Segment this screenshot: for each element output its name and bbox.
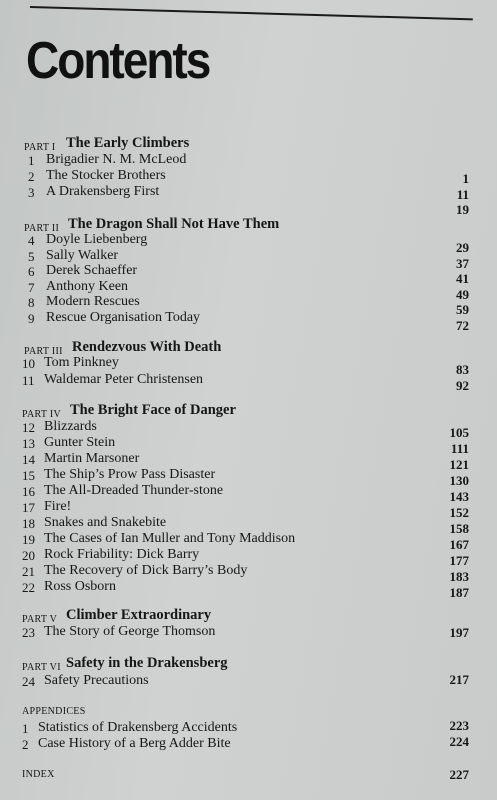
page-number: 92 (456, 378, 469, 393)
chapter-title: The Recovery of Dick Barry’s Body (44, 563, 248, 578)
chapter-title: Sally Walker (46, 248, 119, 263)
part-title: The Dragon Shall Not Have Them (68, 216, 280, 232)
page-number: 29 (456, 240, 469, 255)
chapter-number: 13 (22, 436, 35, 451)
chapter-title: The Ship’s Prow Pass Disaster (44, 467, 216, 482)
page-title: Contents (26, 31, 210, 90)
chapter-number: 6 (28, 264, 35, 279)
page-number: 183 (449, 569, 469, 584)
page-number: 143 (449, 489, 469, 504)
part-label: PART I (24, 142, 56, 153)
chapter-title: The Cases of Ian Muller and Tony Maddison (44, 531, 296, 546)
chapter-title: Fire! (44, 499, 72, 514)
part-title: Climber Extraordinary (66, 607, 212, 623)
page-number: 49 (456, 287, 469, 302)
chapter-title: Waldemar Peter Christensen (44, 372, 204, 387)
chapter-number: 1 (28, 153, 35, 168)
chapter-title: Rock Friability: Dick Barry (44, 547, 200, 562)
page-number: 121 (449, 457, 469, 472)
chapter-number: 12 (22, 420, 35, 435)
page-number: 59 (456, 302, 469, 317)
top-rule (30, 6, 473, 20)
part-title: The Early Climbers (66, 135, 190, 151)
appendix-number: 1 (22, 721, 29, 736)
page-number: 130 (449, 473, 469, 488)
part-label: PART VI (22, 662, 61, 673)
page-number: 217 (449, 672, 469, 687)
chapter-title: A Drakensberg First (46, 184, 160, 199)
chapter-number: 20 (22, 548, 35, 563)
chapter-title: Brigadier N. M. McLeod (46, 152, 187, 167)
chapter-number: 8 (28, 295, 35, 310)
chapter-number: 15 (22, 468, 35, 483)
page-number: 197 (449, 625, 469, 640)
chapter-title: Rescue Organisation Today (46, 310, 201, 325)
chapter-number: 4 (28, 233, 35, 248)
chapter-title: The Story of George Thomson (44, 624, 216, 639)
page-number: 167 (449, 537, 469, 552)
part-label: PART V (22, 614, 58, 625)
chapter-title: Modern Rescues (46, 294, 140, 309)
page-number: 72 (456, 318, 469, 333)
appendix-title: Case History of a Berg Adder Bite (38, 736, 231, 751)
chapter-number: 7 (28, 280, 35, 295)
page-number: 19 (456, 202, 469, 217)
chapter-number: 24 (22, 674, 35, 689)
chapter-number: 21 (22, 564, 35, 579)
chapter-title: Doyle Liebenberg (46, 232, 148, 247)
chapter-title: Gunter Stein (44, 435, 116, 450)
part-title: Safety in the Drakensberg (66, 655, 228, 671)
page-number: 41 (456, 271, 469, 286)
page-number: 223 (449, 718, 469, 733)
chapter-title: Derek Schaeffer (46, 263, 138, 278)
part-label: PART II (24, 223, 60, 234)
chapter-title: The All-Dreaded Thunder-stone (44, 483, 224, 498)
chapter-number: 11 (22, 373, 35, 388)
chapter-number: 2 (28, 169, 35, 184)
chapter-number: 9 (28, 311, 35, 326)
chapter-title: Ross Osborn (44, 579, 116, 594)
chapter-title: Snakes and Snakebite (44, 515, 167, 530)
chapter-number: 5 (28, 249, 35, 264)
appendix-title: Statistics of Drakensberg Accidents (38, 720, 238, 735)
chapter-title: Tom Pinkney (44, 355, 119, 370)
chapter-title: Martin Marsoner (44, 451, 140, 466)
page-number: 152 (449, 505, 469, 520)
part-label: PART IV (22, 409, 62, 420)
appendices-label: APPENDICES (22, 706, 86, 717)
part-title: The Bright Face of Danger (70, 402, 236, 418)
part-label: PART III (24, 346, 63, 357)
part-title: Rendezvous With Death (72, 339, 222, 355)
page-number: 177 (449, 553, 469, 568)
page-number: 224 (449, 734, 469, 749)
page-number: 105 (449, 425, 469, 440)
page-number: 158 (449, 521, 469, 536)
chapter-number: 23 (22, 625, 35, 640)
page-number: 227 (449, 767, 469, 782)
chapter-number: 18 (22, 516, 35, 531)
chapter-number: 22 (22, 580, 35, 595)
chapter-title: Blizzards (44, 419, 97, 434)
chapter-number: 3 (28, 185, 35, 200)
chapter-title: Anthony Keen (46, 279, 129, 294)
page-number: 11 (456, 187, 469, 202)
chapter-number: 16 (22, 484, 35, 499)
page-number: 187 (449, 585, 469, 600)
page-number: 1 (462, 171, 469, 186)
chapter-number: 10 (22, 356, 35, 371)
page-number: 111 (450, 441, 469, 456)
appendix-number: 2 (22, 737, 29, 752)
index-label: INDEX (22, 769, 55, 780)
chapter-number: 19 (22, 532, 35, 547)
chapter-number: 17 (22, 500, 35, 515)
chapter-number: 14 (22, 452, 35, 467)
page-number: 83 (456, 362, 469, 377)
page-number: 37 (456, 256, 469, 271)
chapter-title: The Stocker Brothers (46, 168, 166, 183)
chapter-title: Safety Precautions (44, 673, 149, 688)
